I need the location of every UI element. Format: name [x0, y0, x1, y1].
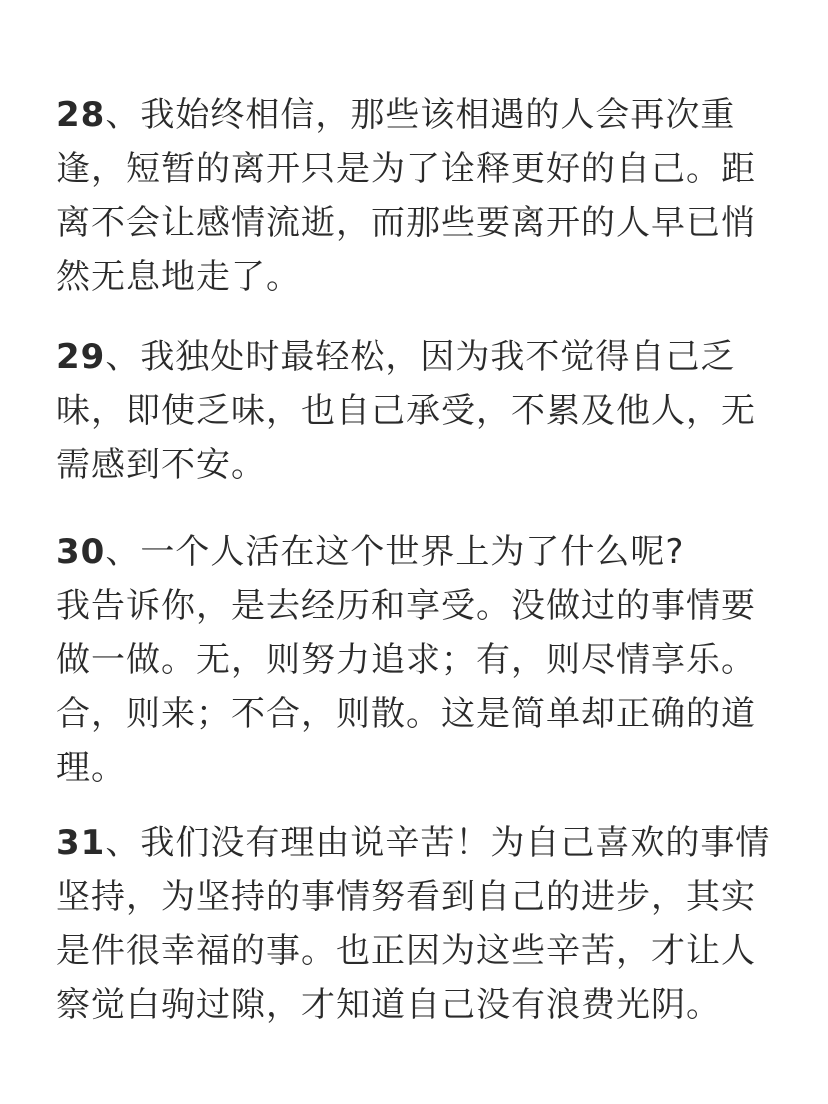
paragraph-line: 味，即使乏味，也自己承受，不累及他人，无 [56, 391, 756, 431]
paragraph-line: 逢，短暂的离开只是为了诠释更好的自己。距 [56, 149, 756, 189]
paragraph-line: 离不会让感情流逝，而那些要离开的人早已悄 [56, 203, 756, 243]
paragraph-line: 然无息地走了。 [56, 257, 301, 297]
paragraph-line: 需感到不安。 [56, 445, 266, 485]
paragraph-line: 合，则来；不合，则散。这是简单却正确的道 [56, 694, 756, 734]
paragraph-line [56, 525, 772, 579]
paragraph-line [56, 816, 772, 870]
paragraph-number: 29 [56, 337, 106, 377]
paragraph-number: 30 [56, 532, 106, 572]
quote-paragraph-29 [56, 330, 772, 492]
paragraph-text: 、我独处时最轻松，因为我不觉得自己乏 [105, 337, 736, 377]
paragraph-text: 、我们没有理由说辛苦！为自己喜欢的事情 [105, 823, 771, 863]
paragraph-text: 、我始终相信，那些该相遇的人会再次重 [105, 95, 736, 135]
paragraph-line: 是件很幸福的事。也正因为这些辛苦，才让人 [56, 931, 756, 971]
paragraph-number: 31 [56, 823, 106, 863]
quote-paragraph-30 [56, 525, 772, 795]
paragraph-line [56, 88, 772, 142]
paragraph-text: 、一个人活在这个世界上为了什么呢? [105, 532, 685, 572]
quote-paragraph-28 [56, 88, 772, 304]
paragraph-line: 理。 [56, 748, 126, 788]
paragraph-line: 察觉白驹过隙，才知道自己没有浪费光阴。 [56, 985, 721, 1025]
paragraph-line: 坚持，为坚持的事情努看到自己的进步，其实 [56, 877, 756, 917]
paragraph-line [56, 330, 772, 384]
quote-paragraph-31 [56, 816, 772, 1032]
paragraph-number: 28 [56, 95, 106, 135]
paragraph-line: 做一做。无，则努力追求；有，则尽情享乐。 [56, 640, 756, 680]
paragraph-line: 我告诉你，是去经历和享受。没做过的事情要 [56, 586, 756, 626]
